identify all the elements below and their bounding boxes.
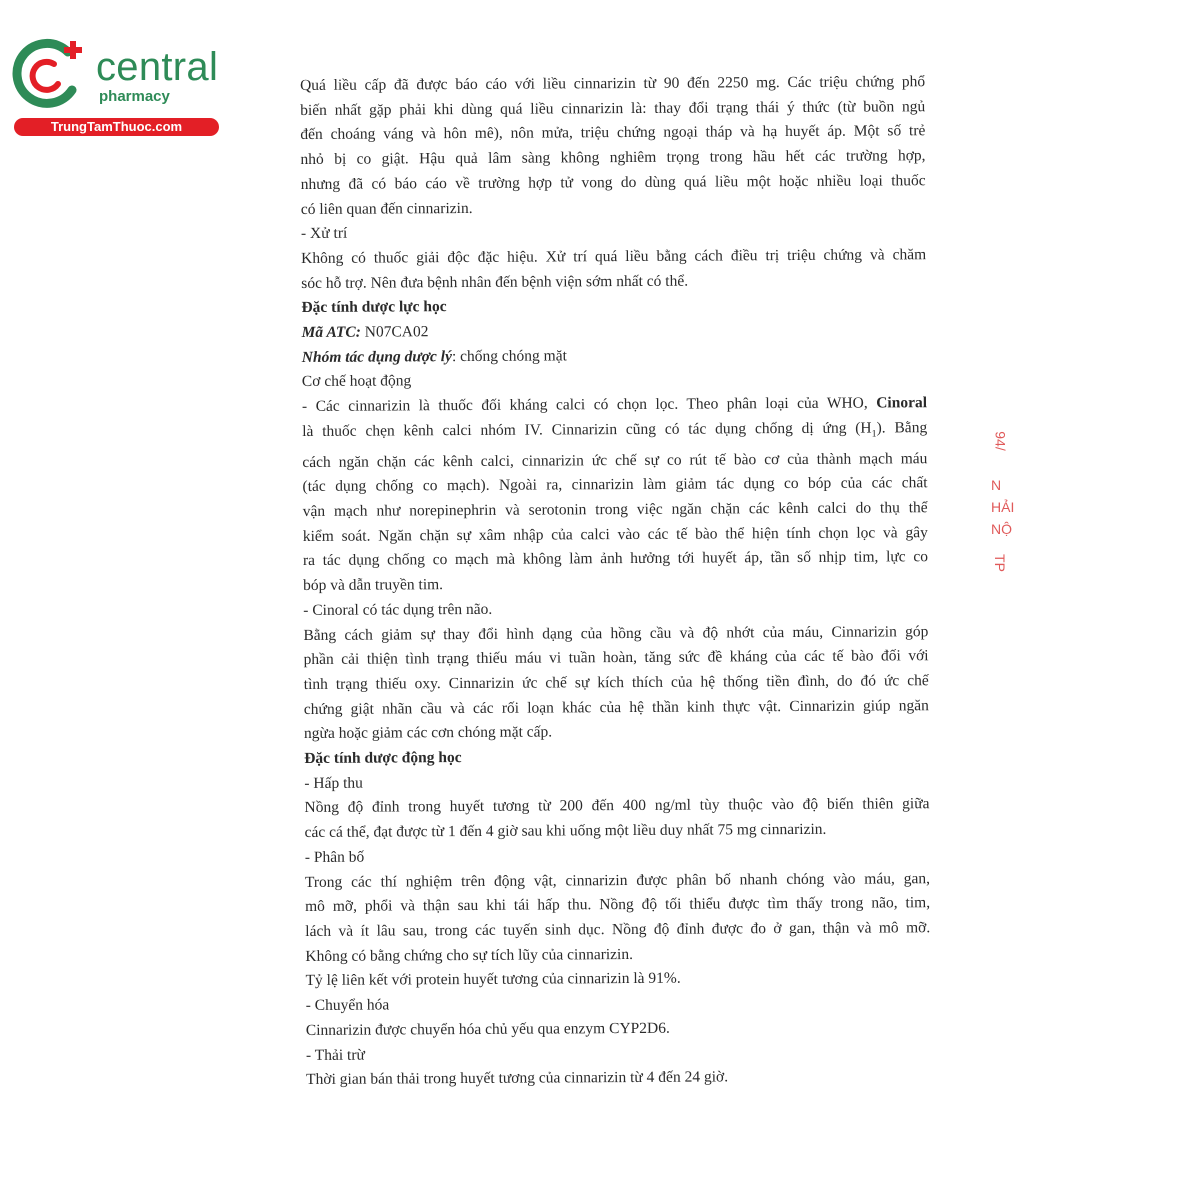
group-value: : chống chóng mặt bbox=[451, 347, 567, 365]
text-line: Quá liều cấp đã được báo cáo với liều cinnarizin từ 90 đến 2250 mg. Các triệu chứng phổ bbox=[300, 73, 926, 94]
subheading-absorption: - Hấp thu bbox=[304, 774, 363, 792]
stamp-text: HẢI bbox=[991, 499, 1015, 515]
text-line: ra tác dụng chống co mạch mà không làm ảnh hưởng tới huyết áp, tần số nhịp tim, lực co bbox=[302, 548, 929, 570]
subheading-metabolism: - Chuyển hóa bbox=[305, 996, 390, 1015]
text-line: (tác dụng chống co mạch). Ngoài ra, cinnarizin làm giảm tác dụng co bóp của các chất bbox=[302, 474, 928, 496]
text-line: Cinnarizin được chuyển hóa chủ yếu qua enzym CYP2D6. bbox=[305, 1019, 670, 1039]
text-line: phần cải thiện tình trạng thiếu máu vi tuần hoàn, tăng sức đề kháng của các tế bào đối với bbox=[303, 647, 929, 669]
text-line: đến choáng váng và hôn mê), nôn mửa, triệu chứng ngoại tháp và hạ huyết áp. Một số trẻ bbox=[300, 122, 926, 144]
stamp-text: NỘ bbox=[991, 521, 1012, 537]
protein-binding-line: Tỷ lệ liên kết với protein huyết tương của cinnarizin là 91%. bbox=[305, 970, 681, 990]
stamp-text: 94/ bbox=[992, 431, 1009, 451]
text-span: ). Bằng bbox=[876, 419, 928, 437]
text-line: các cá thể, đạt được từ 1 đến 4 giờ sau khi uống một liều duy nhất 75 mg cinnarizin. bbox=[304, 820, 827, 842]
text-span: là thuốc chẹn kênh calci nhóm IV. Cinnarizin cũng có tác dụng chống dị ứng (H bbox=[302, 419, 872, 440]
central-pharmacy-logo-icon bbox=[10, 38, 88, 108]
subscript: 1 bbox=[871, 428, 877, 440]
stamp-text: N bbox=[991, 477, 1002, 493]
pharmacologic-group-row bbox=[302, 342, 927, 371]
stamp-text: TP bbox=[991, 554, 1008, 572]
subheading-elimination: - Thải trừ bbox=[305, 1046, 365, 1064]
text-line: kiểm soát. Ngăn chặn sự xâm nhập của calci vào các tế bào thể hiện tính chọn lọc và gây bbox=[302, 523, 928, 545]
text-line: mô mỡ, phổi và thận sau khi tái hấp thu. Nồng độ tối thiểu được tìm thấy trong não, tim, bbox=[305, 894, 931, 916]
brand-cinoral: Cinoral bbox=[876, 394, 928, 412]
text-line: có liên quan đến cinnarizin. bbox=[300, 199, 473, 218]
text-line: ngừa hoặc giảm các cơn chóng mặt cấp. bbox=[303, 723, 553, 743]
document-page bbox=[300, 70, 931, 1093]
text-line: cách ngăn chặn các kênh calci, cinnarizin ức chế sự co rút tế bào cơ của thành mạch máu bbox=[302, 449, 928, 471]
atc-label: Mã ATC: bbox=[301, 323, 361, 342]
text-line: tình trạng thiếu oxy. Cinnarizin ức chế sự kích thích của hệ thống tiền đình, do đó ức chế bbox=[303, 672, 929, 693]
atc-code-row bbox=[302, 317, 927, 346]
text-span: - Các cinnarizin là thuốc đối kháng calci có chọn lọc. Theo phân loại của WHO, bbox=[301, 394, 877, 416]
heading-pharmacokinetics: Đặc tính dược động học bbox=[304, 749, 462, 768]
text-line: nhưng đã có báo cáo về trường hợp tử vong do dùng quá liều một hoặc nhiều loại thuốc bbox=[300, 171, 926, 193]
subheading-xu-tri: - Xử trí bbox=[300, 224, 348, 243]
group-label: Nhóm tác dụng dược lý bbox=[301, 347, 452, 366]
heading-pharmacodynamics: Đặc tính dược lực học bbox=[301, 298, 447, 317]
text-line: Nồng độ đỉnh trong huyết tương từ 200 đến 400 ng/ml tùy thuộc vào độ biến thiên giữa bbox=[304, 795, 930, 817]
red-stamp-fragment bbox=[985, 425, 1025, 585]
text-line: Không có bằng chứng cho sự tích lũy của cinnarizin. bbox=[305, 945, 634, 965]
brand-url-badge[interactable]: TrungTamThuoc.com bbox=[14, 118, 219, 136]
text-line: sóc hỗ trợ. Nên đưa bệnh nhân đến bệnh viện sớm nhất có thể. bbox=[301, 272, 689, 292]
text-line: Thời gian bán thải trong huyết tương của cinnarizin từ 4 đến 24 giờ. bbox=[306, 1068, 729, 1089]
subheading-mechanism: Cơ chế hoạt động bbox=[301, 372, 412, 391]
brand-name: central bbox=[96, 45, 219, 89]
text-line: vận mạch như norepinephrin và serotonin trong việc ngăn chặn các kênh calci do thụ thể bbox=[302, 499, 928, 521]
brand-logo[interactable] bbox=[10, 38, 219, 138]
subheading-distribution: - Phân bố bbox=[304, 848, 365, 866]
text-line: lách và ít lâu sau, trong các tuyến sinh dục. Nồng độ đỉnh được đo ở gan, thận và mô mỡ. bbox=[305, 919, 931, 940]
text-line: nhỏ bị co giật. Hậu quả lâm sàng không nghiêm trọng trong hầu hết các trường hợp, bbox=[300, 147, 926, 169]
text-line: Bằng cách giảm sự thay đổi hình dạng của hồng cầu và độ nhớt của máu, Cinnarizin góp bbox=[303, 622, 929, 644]
text-line: Trong các thí nghiệm trên động vật, cinnarizin được phân bố nhanh chóng vào máu, gan, bbox=[304, 869, 930, 891]
text-line bbox=[302, 391, 927, 420]
text-line: biến nhất gặp phải khi dùng quá liều cinnarizin là: thay đổi trạng thái ý thức (từ buồn ngủ bbox=[300, 97, 926, 119]
brand-subtitle: pharmacy bbox=[99, 88, 170, 105]
subheading-brain: - Cinoral có tác dụng trên não. bbox=[303, 600, 493, 619]
text-line bbox=[302, 416, 927, 451]
text-line: bóp và dẫn truyền tim. bbox=[303, 576, 444, 595]
text-line: Không có thuốc giải độc đặc hiệu. Xử trí quá liều bằng cách điều trị triệu chứng và chăm bbox=[301, 246, 927, 267]
atc-value: N07CA02 bbox=[360, 323, 429, 341]
text-line: chứng giật nhãn cầu và các rối loạn khác của hệ thần kinh thực vật. Cinnarizin giúp ngăn bbox=[303, 696, 929, 718]
